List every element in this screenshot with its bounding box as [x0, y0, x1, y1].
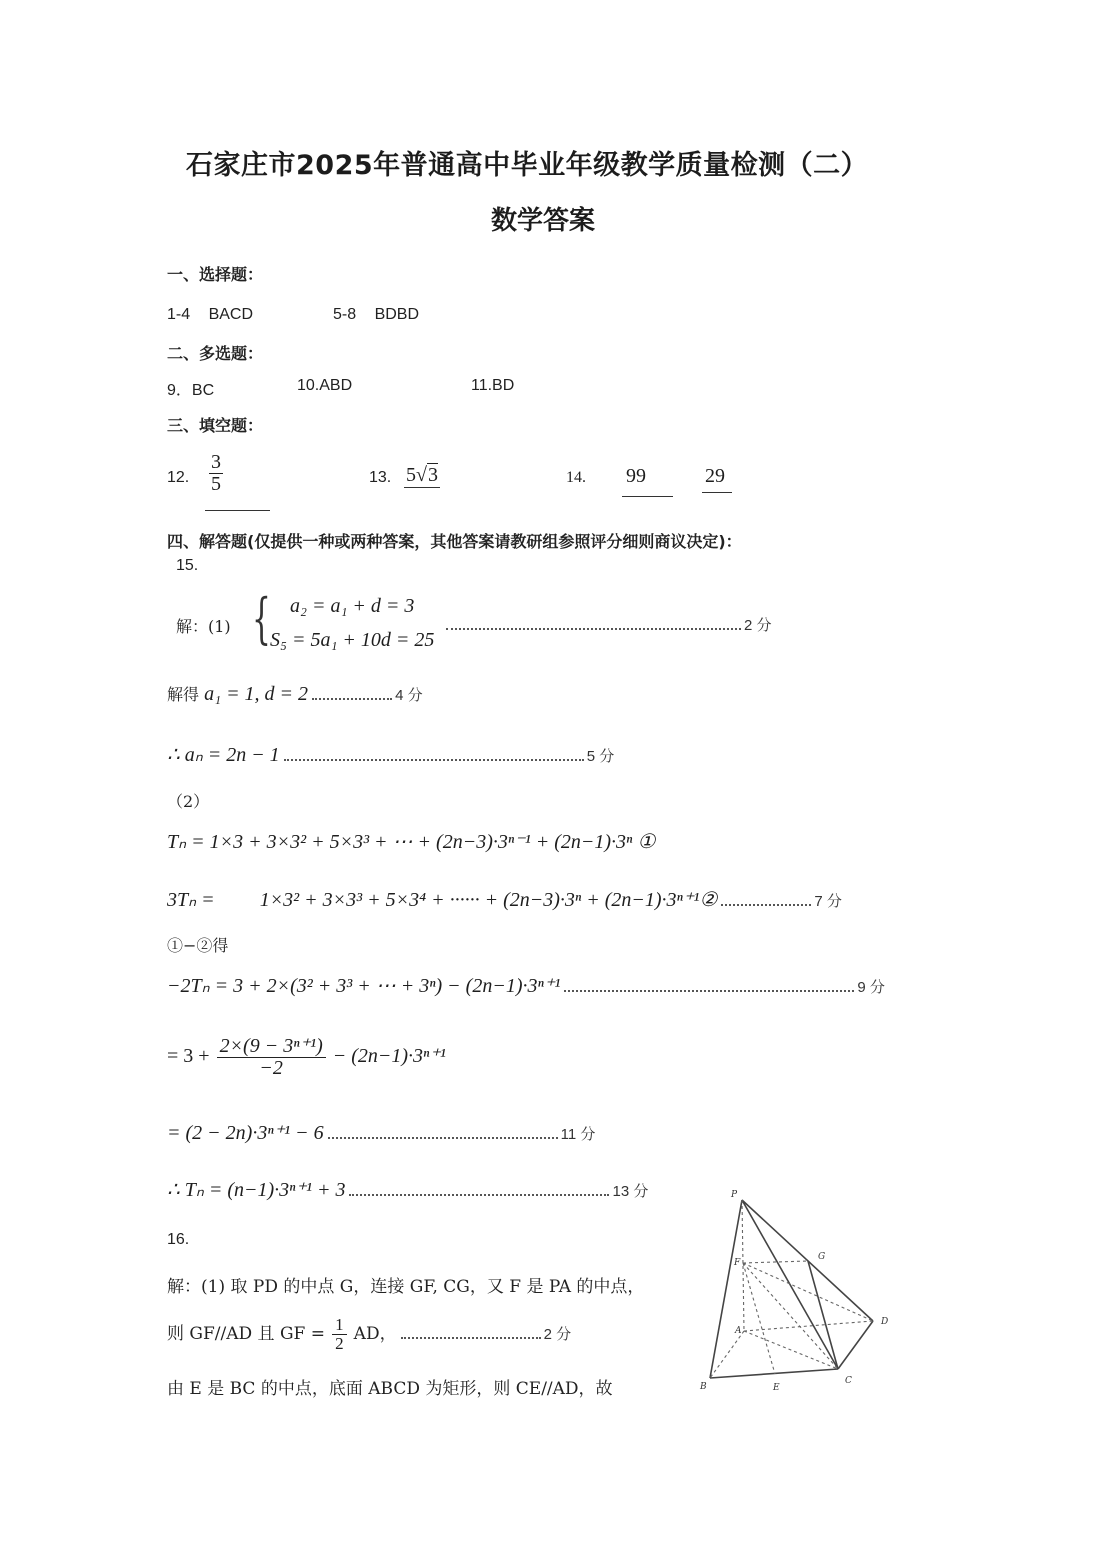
q12-denominator: 5 [211, 473, 221, 495]
segment-FG [743, 1261, 808, 1263]
page-title: 石家庄市2025年普通高中毕业年级教学质量检测（二） [186, 150, 869, 181]
q16-number: 16. [167, 1231, 190, 1248]
edge-CD [838, 1321, 873, 1369]
score-label: 2 分 [744, 617, 772, 634]
q12-answer [205, 452, 270, 511]
answer-group-5-8 [333, 306, 419, 324]
q15-diff-label: ①−②得 [167, 936, 229, 955]
q15-system-line2: S₅ = 5a₁ + 10d = 25 [270, 629, 435, 651]
step-prefix: = 3 + [167, 1045, 210, 1068]
score-label: 2 分 [543, 1325, 572, 1343]
edge-PB [710, 1200, 742, 1378]
line2-frac-num: 1 [332, 1316, 347, 1335]
edge-PC [742, 1200, 838, 1369]
segment-FE [743, 1263, 775, 1374]
vertex-label-C: C [845, 1376, 852, 1386]
score-label: 9 分 [857, 979, 885, 996]
line2-fraction [332, 1316, 347, 1353]
q13-coef: 5 [406, 464, 416, 486]
3tn-rhs: 1×3² + 3×3³ + 5×3⁴ + ······ + (2n−3)·3ⁿ + (2n−1)·3ⁿ⁺¹② [259, 889, 718, 911]
step-numerator: 2×(9 − 3ⁿ⁺¹) [217, 1036, 326, 1058]
score-label: 11 分 [560, 1126, 596, 1143]
line2-frac-den: 2 [335, 1333, 344, 1353]
answer-value: BDBD [374, 306, 420, 323]
page-subtitle: 数学答案 [491, 206, 596, 236]
q14-answer-2 [702, 465, 732, 493]
section-heading-multi: 二、多选题： [167, 344, 264, 363]
section-heading-fill: 三、填空题： [167, 416, 264, 435]
answer-q9: 9．BC [167, 382, 215, 399]
solve-equation: a₁ = 1, d = 2 [204, 683, 309, 705]
edge-PD [742, 1200, 873, 1321]
vertex-label-E: E [773, 1383, 780, 1393]
pyramid-figure [695, 1185, 895, 1395]
q15-step2-line [167, 1120, 595, 1145]
q15-3tn-line [167, 887, 842, 912]
q14-value-1: 99 [626, 465, 646, 487]
q16-line1: 解：(1) 取 PD 的中点 G，连接 GF, CG，又 F 是 PA 的中点， [167, 1277, 645, 1297]
q13-answer: 5√3 [406, 464, 438, 486]
section-heading-solve: 四、解答题(仅提供一种或两种答案，其他答案请教研组参照评分细则商议决定)： [167, 532, 742, 551]
score-label: 4 分 [395, 687, 423, 704]
an-equation: ∴ aₙ = 2n − 1 [167, 744, 280, 766]
answer-q10: 10.ABD [297, 377, 353, 394]
step-denominator: −2 [259, 1057, 283, 1079]
q15-part1-label: 解：(1) [176, 617, 231, 636]
answer-range: 5-8 [333, 306, 357, 323]
neg2tn-equation: −2Tₙ = 3 + 2×(3² + 3³ + ⋯ + 3ⁿ) − (2n−1)·3ⁿ⁺¹ [167, 975, 561, 997]
step-fraction [217, 1036, 326, 1079]
line2-prefix: 则 GF//AD 且 GF = [167, 1323, 325, 1344]
q14-answer-1 [622, 465, 673, 497]
q14-number: 14. [566, 469, 586, 486]
score-label: 13 分 [612, 1183, 649, 1200]
vertex-label-F: F [734, 1258, 741, 1268]
score-label: 7 分 [814, 893, 842, 910]
answer-q11: 11.BD [471, 377, 515, 394]
q15-part2-label: （2） [167, 792, 210, 811]
solve-prefix: 解得 [167, 685, 200, 704]
q15-final-line [167, 1177, 648, 1202]
edge-AB [710, 1331, 744, 1378]
vertex-label-P: P [731, 1190, 738, 1200]
q15-system-line1: a₂ = a₁ + d = 3 [290, 595, 415, 617]
q16-line3: 由 E 是 BC 的中点，底面 ABCD 为矩形，则 CE//AD，故 [167, 1379, 613, 1399]
step2-equation: = (2 − 2n)·3ⁿ⁺¹ − 6 [167, 1122, 324, 1144]
q14-value-2: 29 [705, 465, 725, 487]
q15-number: 15. [176, 557, 199, 574]
answer-group-1-4 [167, 306, 253, 324]
edge-AD [744, 1321, 873, 1331]
answer-value: BACD [208, 306, 254, 323]
segment-AC [744, 1331, 838, 1369]
system-brace: { [252, 587, 271, 650]
vertex-label-G: G [818, 1252, 826, 1262]
q15-step-fraction-line [167, 1036, 446, 1079]
section-heading-choice: 一、选择题： [167, 265, 264, 284]
line2-suffix: AD， [353, 1323, 397, 1344]
edge-BC [710, 1369, 838, 1378]
3tn-lhs: 3Tₙ = [167, 889, 215, 911]
q15-score-2 [442, 614, 772, 635]
q16-line2 [167, 1316, 571, 1353]
q15-neg2tn-line [167, 973, 885, 998]
score-label: 5 分 [586, 748, 615, 765]
q15-tn-equation: Tₙ = 1×3 + 3×3² + 5×3³ + ⋯ + (2n−3)·3ⁿ⁻¹ + (2n−1)·3ⁿ ① [167, 831, 656, 853]
q15-an-line [167, 742, 614, 767]
step-suffix: − (2n−1)·3ⁿ⁺¹ [332, 1045, 446, 1068]
q13-number: 13. [369, 469, 392, 486]
vertex-label-B: B [700, 1382, 707, 1392]
vertex-label-A: A [735, 1326, 742, 1336]
segment-FD [743, 1263, 873, 1321]
vertex-label-D: D [881, 1317, 889, 1327]
q12-number: 12. [167, 469, 190, 486]
final-equation: ∴ Tₙ = (n−1)·3ⁿ⁺¹ + 3 [167, 1179, 346, 1201]
q12-numerator: 3 [211, 451, 221, 473]
q15-solve-line [167, 682, 423, 706]
answer-range: 1-4 [167, 306, 191, 323]
q13-radicand: 3 [427, 464, 438, 486]
